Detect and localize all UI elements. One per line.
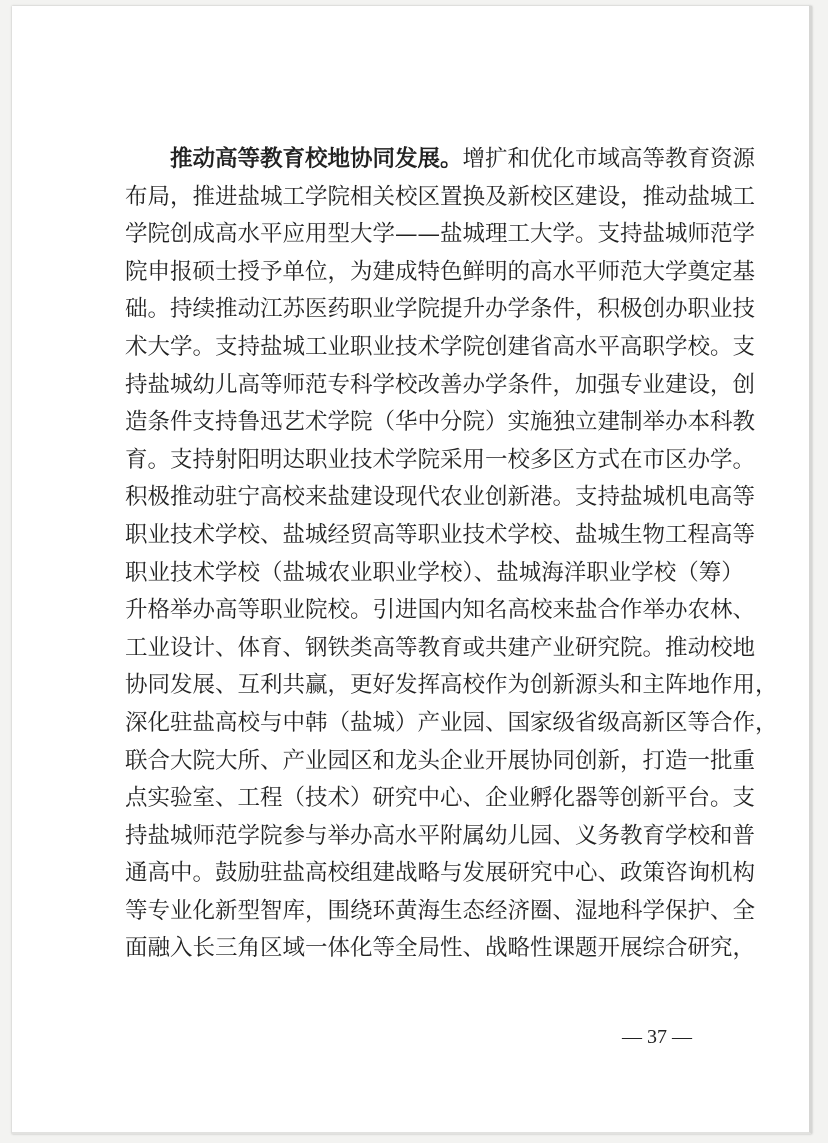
page-number: — 37 —: [622, 1026, 692, 1048]
paragraph-line-text: 增扩和优化市域高等教育资源: [462, 146, 756, 172]
paragraph-line: 工业设计、体育、钢铁类高等教育或共建产业研究院。推动校地: [125, 634, 756, 661]
paragraph-line: 职业技术学校、盐城经贸高等职业技术学校、盐城生物工程高等: [125, 521, 756, 548]
paragraph-line: 育。支持射阳明达职业技术学院采用一校多区方式在市区办学。: [125, 446, 756, 473]
paragraph-line: 院申报硕士授予单位，为建成特色鲜明的高水平师范大学奠定基: [125, 258, 756, 285]
paragraph-line: 持盐城师范学院参与举办高水平附属幼儿园、义务教育学校和普: [125, 822, 756, 849]
paragraph-line: 升格举办高等职业院校。引进国内知名高校来盐合作举办农林、: [125, 597, 756, 624]
paragraph-line: 联合大院大所、产业园区和龙头企业开展协同创新，打造一批重: [125, 747, 756, 774]
paragraph-line: 协同发展、互利共赢，更好发挥高校作为创新源头和主阵地作用，: [125, 672, 778, 699]
paragraph-line: 持盐城幼儿高等师范专科学校改善办学条件，加强专业建设，创: [125, 371, 756, 398]
paragraph-line: 术大学。支持盐城工业职业技术学院创建省高水平高职学校。支: [125, 333, 756, 360]
paragraph-line: 通高中。鼓励驻盐高校组建战略与发展研究中心、政策咨询机构: [125, 860, 756, 887]
paragraph-line: 点实验室、工程（技术）研究中心、企业孵化器等创新平台。支: [125, 785, 756, 812]
paragraph-line: 面融入长三角区域一体化等全局性、战略性课题开展综合研究，: [125, 935, 756, 962]
paragraph-line: 等专业化新型智库，围绕环黄海生态经济圈、湿地科学保护、全: [125, 897, 756, 924]
body-paragraph: [125, 141, 778, 968]
paragraph-heading: 推动高等教育校地协同发展。: [170, 146, 463, 172]
document-page: [12, 6, 812, 1134]
paragraph-line: 深化驻盐高校与中韩（盐城）产业园、国家级省级高新区等合作，: [125, 709, 778, 736]
paragraph-line: 职业技术学校（盐城农业职业学校）、盐城海洋职业学校（筹）: [125, 559, 744, 586]
paragraph-line: 造条件支持鲁迅艺术学院（华中分院）实施独立建制举办本科教: [125, 409, 756, 436]
paragraph-line: [125, 141, 756, 179]
paragraph-line: 积极推动驻宁高校来盐建设现代农业创新港。支持盐城机电高等: [125, 484, 756, 511]
paragraph-line: 学院创成高水平应用型大学——盐城理工大学。支持盐城师范学: [125, 221, 756, 248]
paragraph-line: 础。持续推动江苏医药职业学院提升办学条件，积极创办职业技: [125, 296, 756, 323]
paragraph-line: 布局，推进盐城工学院相关校区置换及新校区建设，推动盐城工: [125, 183, 756, 210]
